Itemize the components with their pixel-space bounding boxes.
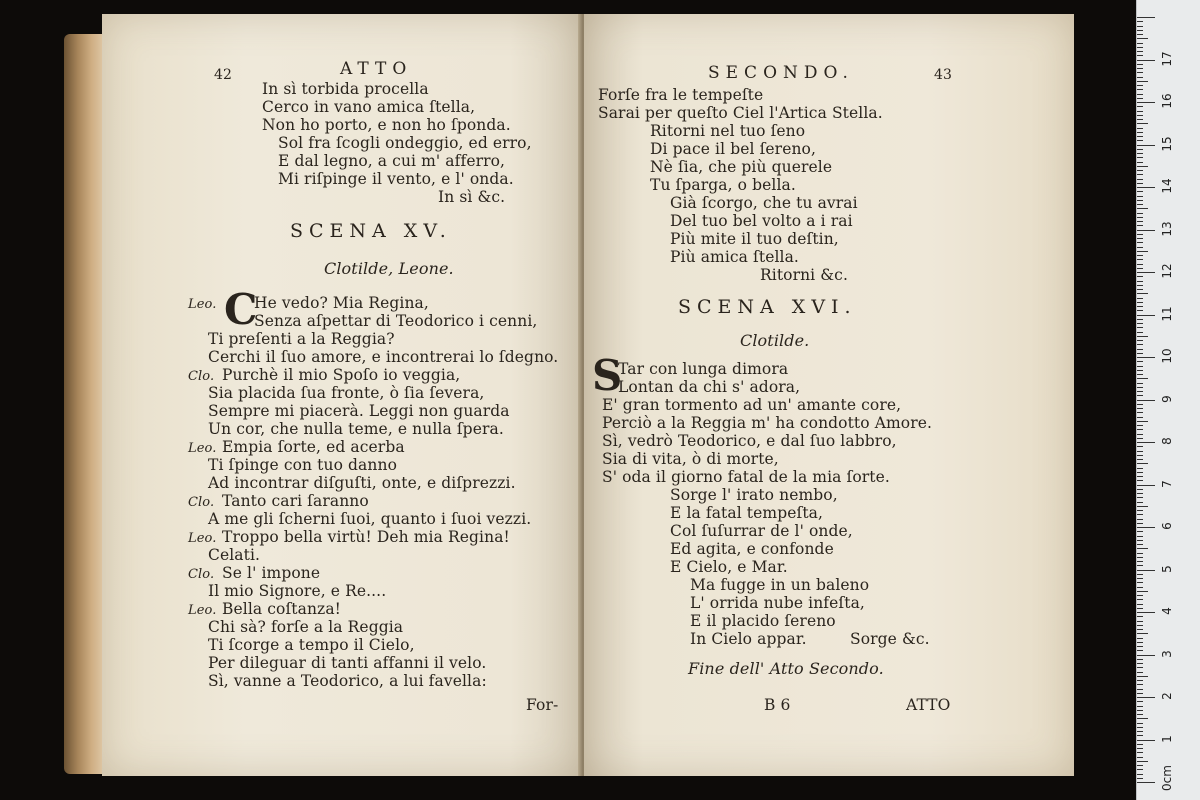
ruler-tick bbox=[1137, 429, 1143, 430]
ruler-tick bbox=[1137, 489, 1143, 490]
ruler-tick bbox=[1137, 536, 1143, 537]
ruler-tick bbox=[1137, 480, 1143, 481]
ruler-tick bbox=[1137, 259, 1143, 260]
ruler-tick bbox=[1137, 378, 1148, 379]
ruler-tick bbox=[1137, 298, 1143, 299]
verse-line: Forſe fra le tempeſte bbox=[598, 86, 764, 104]
ruler-tick bbox=[1137, 451, 1143, 452]
ruler-tick bbox=[1137, 455, 1143, 456]
verse-line: L' orrida nube infeſta, bbox=[690, 594, 865, 612]
ruler-tick bbox=[1137, 47, 1143, 48]
ruler-tick bbox=[1137, 353, 1143, 354]
drop-cap: S bbox=[592, 351, 623, 400]
dialogue-line: Purchè il mio Spoſo io veggia, bbox=[222, 366, 461, 384]
ruler-tick bbox=[1137, 595, 1143, 596]
speaker: Leo. bbox=[188, 297, 217, 312]
ruler-tick bbox=[1137, 591, 1148, 592]
ruler-label: 14 bbox=[1160, 178, 1174, 194]
ruler-tick bbox=[1137, 557, 1143, 558]
ruler-tick bbox=[1137, 149, 1143, 150]
dialogue-line: Ad incontrar diſguſti, onte, e diſprezzi. bbox=[208, 474, 516, 492]
ruler-tick bbox=[1137, 332, 1143, 333]
ruler-tick bbox=[1137, 60, 1155, 61]
ruler-tick bbox=[1137, 434, 1143, 435]
ruler-tick bbox=[1137, 604, 1143, 605]
page-number-right: 43 bbox=[934, 67, 953, 83]
ruler-tick bbox=[1137, 621, 1143, 622]
ruler-label: 2 bbox=[1160, 692, 1174, 700]
ruler-tick bbox=[1137, 616, 1143, 617]
ruler-tick bbox=[1137, 731, 1143, 732]
verse-line: Col ſuſurrar de l' onde, bbox=[670, 522, 853, 540]
verse-line: In sì torbida procella bbox=[262, 80, 429, 98]
verse-line: Ritorni nel tuo ſeno bbox=[650, 122, 806, 140]
scene-characters: Clotilde, Leone. bbox=[324, 259, 454, 278]
verse-line: Sarai per queſto Ciel l'Artica Stella. bbox=[598, 104, 883, 122]
ruler-tick bbox=[1137, 200, 1143, 201]
ruler-tick bbox=[1137, 81, 1148, 82]
ruler-tick bbox=[1137, 476, 1143, 477]
ruler-label: 16 bbox=[1160, 93, 1174, 109]
dialogue-line: Un cor, che nulla teme, e nulla ſpera. bbox=[208, 420, 504, 438]
ruler-tick bbox=[1137, 225, 1143, 226]
ruler-tick bbox=[1137, 255, 1143, 256]
ruler-tick bbox=[1137, 34, 1143, 35]
ruler-tick bbox=[1137, 438, 1143, 439]
ruler-tick bbox=[1137, 744, 1143, 745]
ruler-tick bbox=[1137, 272, 1155, 273]
dialogue-line: A me gli ſcherni ſuoi, quanto i ſuoi vezzi. bbox=[208, 510, 532, 528]
ruler-tick bbox=[1137, 404, 1143, 405]
ruler-tick bbox=[1137, 315, 1155, 316]
ruler-tick bbox=[1137, 582, 1143, 583]
ruler-tick bbox=[1137, 204, 1143, 205]
ruler-tick bbox=[1137, 638, 1143, 639]
catchword-left: For- bbox=[526, 696, 559, 714]
ruler-tick bbox=[1137, 693, 1143, 694]
ruler-tick bbox=[1137, 319, 1143, 320]
ruler-tick bbox=[1137, 234, 1143, 235]
ruler-tick bbox=[1137, 162, 1143, 163]
dialogue-line: Per dileguar di tanti affanni il velo. bbox=[208, 654, 487, 672]
speaker: Leo. bbox=[188, 531, 217, 546]
ruler-tick bbox=[1137, 383, 1143, 384]
ruler-tick bbox=[1137, 727, 1143, 728]
ruler-tick bbox=[1137, 145, 1155, 146]
ruler-tick bbox=[1137, 85, 1143, 86]
verse-line: In Cielo appar. bbox=[690, 630, 807, 648]
ruler-tick bbox=[1137, 89, 1143, 90]
ruler-tick bbox=[1137, 77, 1143, 78]
ruler-tick bbox=[1137, 115, 1143, 116]
ruler-tick bbox=[1137, 485, 1155, 486]
ruler-tick bbox=[1137, 642, 1143, 643]
dialogue-line: Cerchi il ſuo amore, e incontrerai lo ſdegno. bbox=[208, 348, 559, 366]
right-page bbox=[584, 14, 1074, 776]
ruler-tick bbox=[1137, 782, 1155, 783]
verse-line: S' oda il giorno fatal de la mia ſorte. bbox=[602, 468, 890, 486]
ruler-tick bbox=[1137, 17, 1155, 18]
ruler-tick bbox=[1137, 659, 1143, 660]
ruler-tick bbox=[1137, 323, 1143, 324]
ruler-tick bbox=[1137, 187, 1155, 188]
ruler-tick bbox=[1137, 111, 1143, 112]
ruler-tick bbox=[1137, 166, 1148, 167]
verse-line: Di pace il bel ſereno, bbox=[650, 140, 817, 158]
ruler-tick bbox=[1137, 599, 1143, 600]
ruler-tick bbox=[1137, 544, 1143, 545]
ruler-tick bbox=[1137, 366, 1143, 367]
ruler-tick bbox=[1137, 655, 1155, 656]
ruler-label: 0cm bbox=[1160, 765, 1174, 791]
ruler-label: 10 bbox=[1160, 348, 1174, 364]
ruler-tick bbox=[1137, 302, 1143, 303]
ruler-tick bbox=[1137, 268, 1143, 269]
ruler-tick bbox=[1137, 684, 1143, 685]
ruler-tick bbox=[1137, 221, 1143, 222]
left-page bbox=[102, 14, 582, 776]
ruler-tick bbox=[1137, 310, 1143, 311]
verse-line: Sorge l' irato nembo, bbox=[670, 486, 838, 504]
dialogue-line: Chi sà? forſe a la Reggia bbox=[208, 618, 404, 636]
ruler-label: 9 bbox=[1160, 394, 1174, 403]
scene-title-xvi: SCENA XVI. bbox=[678, 296, 857, 318]
verse-line: Tar con lunga dimora bbox=[618, 360, 789, 378]
ruler-tick bbox=[1137, 680, 1143, 681]
dialogue-line: Troppo bella virtù! Deh mia Regina! bbox=[222, 528, 510, 546]
ruler-tick bbox=[1137, 400, 1155, 401]
dialogue-line: Il mio Signore, e Re.... bbox=[208, 582, 387, 600]
ruler-tick bbox=[1137, 502, 1143, 503]
ruler-tick bbox=[1137, 425, 1143, 426]
ruler-label: 12 bbox=[1160, 263, 1174, 279]
dialogue-line: Ti ſcorge a tempo il Cielo, bbox=[208, 636, 415, 654]
scale-ruler bbox=[1136, 0, 1200, 800]
ruler-tick bbox=[1137, 281, 1143, 282]
ruler-tick bbox=[1137, 51, 1143, 52]
ruler-tick bbox=[1137, 387, 1143, 388]
ruler-tick bbox=[1137, 119, 1143, 120]
ruler-tick bbox=[1137, 132, 1143, 133]
dialogue-line: Empia ſorte, ed acerba bbox=[222, 438, 405, 456]
page-number-left: 42 bbox=[214, 67, 233, 83]
ruler-tick bbox=[1137, 565, 1143, 566]
ruler-tick bbox=[1137, 531, 1143, 532]
dialogue-line: Tanto cari ſaranno bbox=[222, 492, 369, 510]
verse-line: Tu ſparga, o bella. bbox=[650, 176, 796, 194]
act-ending: Fine dell' Atto Secondo. bbox=[688, 659, 884, 678]
ruler-tick bbox=[1137, 391, 1143, 392]
ruler-tick bbox=[1137, 493, 1143, 494]
ruler-tick bbox=[1137, 514, 1143, 515]
ruler-tick bbox=[1137, 213, 1143, 214]
ruler-tick bbox=[1137, 191, 1143, 192]
ruler-tick bbox=[1137, 153, 1143, 154]
ruler-tick bbox=[1137, 663, 1143, 664]
ruler-label: 15 bbox=[1160, 135, 1174, 152]
ruler-tick bbox=[1137, 374, 1143, 375]
ruler-tick bbox=[1137, 697, 1155, 698]
ruler-tick bbox=[1137, 748, 1143, 749]
ruler-tick bbox=[1137, 421, 1148, 422]
verse-line: Sia di vita, ò di morte, bbox=[602, 450, 779, 468]
ruler-tick bbox=[1137, 157, 1143, 158]
ruler-tick bbox=[1137, 718, 1148, 719]
ruler-tick bbox=[1137, 676, 1148, 677]
verse-line: Perciò a la Reggia m' ha condotto Amore. bbox=[602, 414, 933, 432]
ruler-tick bbox=[1137, 264, 1143, 265]
ruler-tick bbox=[1137, 510, 1143, 511]
ruler-tick bbox=[1137, 446, 1143, 447]
ruler-label: 4 bbox=[1160, 607, 1174, 615]
ruler-tick bbox=[1137, 336, 1148, 337]
ruler-tick bbox=[1137, 740, 1155, 741]
ruler-tick bbox=[1137, 706, 1143, 707]
ruler-tick bbox=[1137, 633, 1148, 634]
ruler-tick bbox=[1137, 527, 1155, 528]
open-book bbox=[64, 14, 1074, 776]
ruler-tick bbox=[1137, 506, 1148, 507]
ruler-tick bbox=[1137, 714, 1143, 715]
speaker: Clo. bbox=[188, 495, 215, 510]
ruler-tick bbox=[1137, 650, 1143, 651]
ruler-label: 6 bbox=[1160, 522, 1174, 530]
ruler-tick bbox=[1137, 587, 1143, 588]
ruler-tick bbox=[1137, 242, 1143, 243]
ruler-tick bbox=[1137, 106, 1143, 107]
dialogue-line: He vedo? Mia Regina, bbox=[254, 294, 429, 312]
verse-line: Ed agita, e confonde bbox=[670, 540, 834, 558]
verse-line: Già ſcorgo, che tu avrai bbox=[670, 194, 858, 212]
ruler-tick bbox=[1137, 540, 1143, 541]
ruler-tick bbox=[1137, 765, 1143, 766]
ruler-label: 13 bbox=[1160, 220, 1174, 237]
ruler-tick bbox=[1137, 183, 1143, 184]
ruler-tick bbox=[1137, 196, 1143, 197]
catchword-right: ATTO bbox=[906, 696, 951, 714]
ruler-tick bbox=[1137, 361, 1143, 362]
ruler-tick bbox=[1137, 412, 1143, 413]
ruler-tick bbox=[1137, 472, 1143, 473]
ruler-tick bbox=[1137, 102, 1155, 103]
dialogue-line: Ti preſenti a la Reggia? bbox=[208, 330, 395, 348]
verse-line: Ma fugge in un baleno bbox=[690, 576, 870, 594]
speaker: Leo. bbox=[188, 603, 217, 618]
refrain: Sorge &c. bbox=[850, 630, 930, 648]
ruler-label: 11 bbox=[1160, 305, 1174, 322]
ruler-tick bbox=[1137, 251, 1148, 252]
ruler-tick bbox=[1137, 55, 1143, 56]
signature-mark: B 6 bbox=[764, 696, 791, 714]
scene-characters: Clotilde. bbox=[740, 331, 810, 350]
ruler-tick bbox=[1137, 646, 1143, 647]
ruler-tick bbox=[1137, 128, 1143, 129]
ruler-label: 7 bbox=[1160, 479, 1174, 488]
ruler-tick bbox=[1137, 710, 1143, 711]
ruler-tick bbox=[1137, 340, 1143, 341]
ruler-tick bbox=[1137, 672, 1143, 673]
ruler-tick bbox=[1137, 170, 1143, 171]
ruler-tick bbox=[1137, 38, 1148, 39]
ruler-tick bbox=[1137, 64, 1143, 65]
ruler-tick bbox=[1137, 523, 1143, 524]
ruler-tick bbox=[1137, 289, 1143, 290]
ruler-tick bbox=[1137, 43, 1143, 44]
ruler-tick bbox=[1137, 140, 1143, 141]
ruler-tick bbox=[1137, 238, 1143, 239]
speaker: Clo. bbox=[188, 567, 215, 582]
ruler-tick bbox=[1137, 208, 1148, 209]
ruler-tick bbox=[1137, 417, 1143, 418]
ruler-tick bbox=[1137, 757, 1143, 758]
ruler-tick bbox=[1137, 463, 1148, 464]
ruler-tick bbox=[1137, 497, 1143, 498]
ruler-tick bbox=[1137, 689, 1143, 690]
speaker: Clo. bbox=[188, 369, 215, 384]
ruler-tick bbox=[1137, 174, 1143, 175]
dialogue-line: Sì, vanne a Teodorico, a lui favella: bbox=[208, 672, 487, 690]
ruler-label: 5 bbox=[1160, 564, 1174, 573]
ruler-tick bbox=[1137, 72, 1143, 73]
dialogue-line: Se l' impone bbox=[222, 564, 321, 582]
ruler-tick bbox=[1137, 612, 1155, 613]
ruler-tick bbox=[1137, 293, 1148, 294]
ruler-tick bbox=[1137, 574, 1143, 575]
ruler-tick bbox=[1137, 68, 1143, 69]
dialogue-line: Sia placida ſua fronte, ò ſia ſevera, bbox=[208, 384, 485, 402]
ruler-tick bbox=[1137, 723, 1143, 724]
speaker: Leo. bbox=[188, 441, 217, 456]
ruler-tick bbox=[1137, 761, 1148, 762]
ruler-tick bbox=[1137, 217, 1143, 218]
ruler-tick bbox=[1137, 370, 1143, 371]
ruler-tick bbox=[1137, 230, 1155, 231]
ruler-tick bbox=[1137, 629, 1143, 630]
verse-line: Ritorni &c. bbox=[760, 266, 848, 284]
ruler-tick bbox=[1137, 548, 1148, 549]
verse-line: Più mite il tuo deſtin, bbox=[670, 230, 839, 248]
verse-line: Sol fra ſcogli ondeggio, ed erro, bbox=[278, 134, 532, 152]
ruler-tick bbox=[1137, 26, 1143, 27]
verse-line: Più amica ſtella. bbox=[670, 248, 799, 266]
ruler-label: 8 bbox=[1160, 437, 1174, 445]
running-head-left: ATTO bbox=[340, 59, 413, 79]
verse-line: Del tuo bel volto a i rai bbox=[670, 212, 853, 230]
ruler-tick bbox=[1137, 349, 1143, 350]
verse-line: Lontan da chi s' adora, bbox=[618, 378, 801, 396]
dialogue-line: Senza aſpettar di Teodorico i cenni, bbox=[254, 312, 538, 330]
ruler-tick bbox=[1137, 553, 1143, 554]
ruler-tick bbox=[1137, 752, 1143, 753]
verse-line: E' gran tormento ad un' amante core, bbox=[602, 396, 902, 414]
ruler-tick bbox=[1137, 667, 1143, 668]
ruler-label: 1 bbox=[1160, 734, 1174, 743]
ruler-tick bbox=[1137, 395, 1143, 396]
ruler-tick bbox=[1137, 357, 1155, 358]
ruler-tick bbox=[1137, 774, 1143, 775]
verse-line: Mi riſpinge il vento, e l' onda. bbox=[278, 170, 514, 188]
ruler-tick bbox=[1137, 30, 1143, 31]
dialogue-line: Bella coſtanza! bbox=[222, 600, 341, 618]
verse-line: E Cielo, e Mar. bbox=[670, 558, 788, 576]
ruler-tick bbox=[1137, 247, 1143, 248]
verse-line: E il placido ſereno bbox=[690, 612, 836, 630]
ruler-tick bbox=[1137, 276, 1143, 277]
ruler-tick bbox=[1137, 306, 1143, 307]
ruler-tick bbox=[1137, 179, 1143, 180]
ruler-tick bbox=[1137, 94, 1143, 95]
ruler-tick bbox=[1137, 408, 1143, 409]
ruler-tick bbox=[1137, 136, 1143, 137]
ruler-tick bbox=[1137, 769, 1143, 770]
verse-line: In sì &c. bbox=[438, 188, 506, 206]
ruler-tick bbox=[1137, 561, 1143, 562]
ruler-tick bbox=[1137, 701, 1143, 702]
scene-title-xv: SCENA XV. bbox=[290, 220, 452, 242]
verse-line: Non ho porto, e non ho ſponda. bbox=[262, 116, 511, 134]
ruler-tick bbox=[1137, 285, 1143, 286]
dialogue-line: Sempre mi piacerà. Leggi non guarda bbox=[208, 402, 510, 420]
verse-line: E dal legno, a cui m' afferro, bbox=[278, 152, 506, 170]
ruler-tick bbox=[1137, 625, 1143, 626]
ruler-tick bbox=[1137, 570, 1155, 571]
verse-line: Nè ſia, che più querele bbox=[650, 158, 833, 176]
ruler-tick bbox=[1137, 98, 1143, 99]
ruler-tick bbox=[1137, 442, 1155, 443]
ruler-tick bbox=[1137, 735, 1143, 736]
ruler-tick bbox=[1137, 468, 1143, 469]
ruler-tick bbox=[1137, 459, 1143, 460]
verse-line: Sì, vedrò Teodorico, e dal ſuo labbro, bbox=[602, 432, 897, 450]
running-head-right: SECONDO. bbox=[708, 63, 854, 83]
ruler-tick bbox=[1137, 519, 1143, 520]
ruler-tick bbox=[1137, 344, 1143, 345]
dialogue-line: Ti ſpinge con tuo danno bbox=[208, 456, 397, 474]
ruler-tick bbox=[1137, 327, 1143, 328]
ruler-tick bbox=[1137, 578, 1143, 579]
ruler-tick bbox=[1137, 778, 1143, 779]
ruler-label: 3 bbox=[1160, 649, 1174, 658]
verse-line: Cerco in vano amica ſtella, bbox=[262, 98, 476, 116]
verse-line: E la fatal tempeſta, bbox=[670, 504, 824, 522]
dialogue-line: Celati. bbox=[208, 546, 261, 564]
ruler-tick bbox=[1137, 21, 1143, 22]
drop-cap: C bbox=[224, 285, 258, 334]
ruler-tick bbox=[1137, 123, 1148, 124]
ruler-tick bbox=[1137, 608, 1143, 609]
ruler-label: 17 bbox=[1160, 50, 1174, 67]
